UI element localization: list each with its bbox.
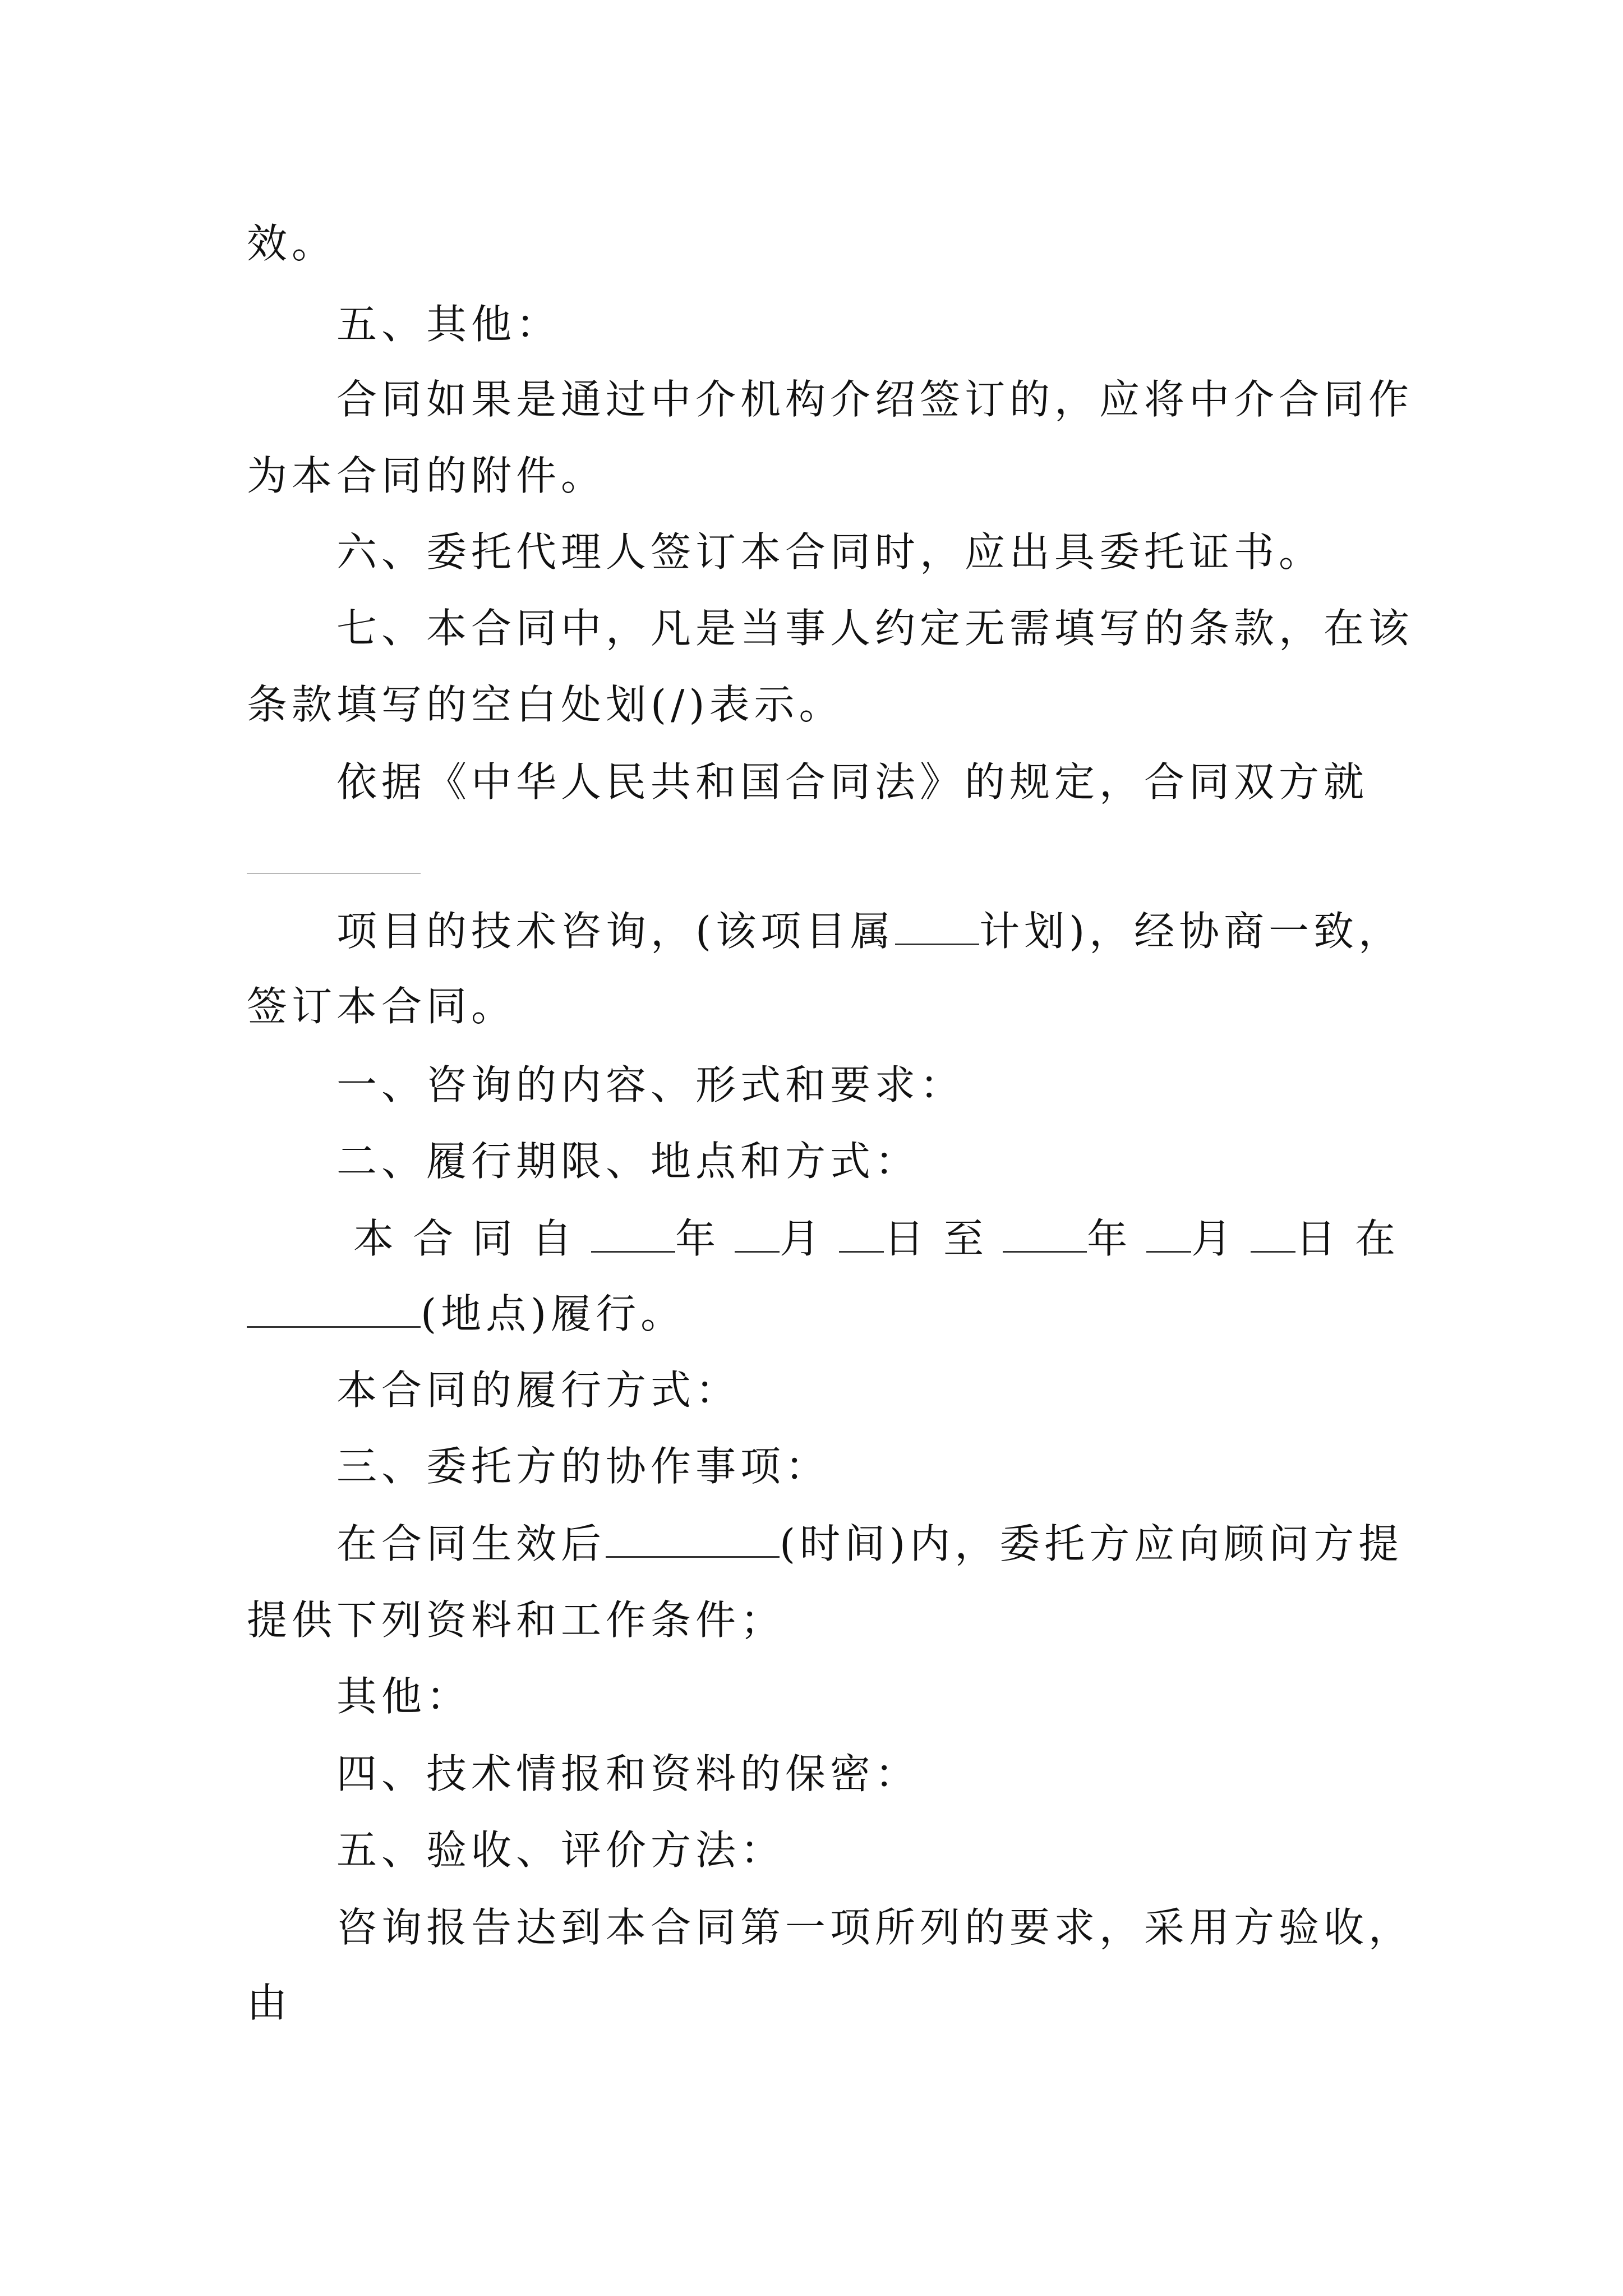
- section-heading-content: 一、咨询的内容、形式和要求：: [336, 1061, 965, 1108]
- coop-line-after: (时间)内，委托方应向顾问方提: [780, 1520, 1404, 1567]
- paragraph-line: 七、本合同中，凡是当事人约定无需填写的条款，在该: [336, 605, 1414, 652]
- year-label: 年: [675, 1215, 735, 1262]
- fill-in-blank: [606, 1522, 780, 1558]
- fill-in-blank: [1251, 1217, 1295, 1253]
- fill-in-blank: [895, 910, 979, 945]
- paragraph-line: 签订本合同。: [247, 983, 517, 1030]
- project-line-before: 项目的技术咨询，(该项目属: [336, 908, 896, 955]
- paragraph-line: 合同如果是通过中介机构介绍签订的，应将中介合同作: [336, 376, 1414, 423]
- place-line: [247, 1287, 685, 1341]
- paragraph-line: 为本合同的附件。: [247, 452, 606, 499]
- month-label: 月: [780, 1215, 840, 1262]
- fill-in-blank: [839, 1217, 884, 1253]
- coop-line-before: 在合同生效后: [336, 1520, 606, 1567]
- paragraph-line: 咨询报告达到本合同第一项所列的要求，采用方验收，: [336, 1904, 1414, 1951]
- period-line: [353, 1212, 1414, 1266]
- section-heading-cooperation: 三、委托方的协作事项：: [336, 1443, 831, 1490]
- month-label: 月: [1191, 1215, 1251, 1262]
- text-line: 效。: [247, 220, 337, 267]
- fill-in-blank-rule: [247, 873, 421, 874]
- fill-in-blank: [735, 1217, 780, 1253]
- section-heading-acceptance: 五、验收、评价方法：: [336, 1826, 786, 1874]
- project-line-after: 计划)，经协商一致，: [979, 908, 1404, 955]
- paragraph-line: 条款填写的空白处划(/)表示。: [247, 681, 844, 728]
- paragraph-line: 其他：: [336, 1673, 472, 1720]
- day-at-label: 日在: [1295, 1215, 1415, 1262]
- place-line-text: (地点)履行。: [421, 1290, 686, 1337]
- fill-in-blank: [591, 1217, 675, 1253]
- period-from-label: 本合同自: [353, 1215, 592, 1262]
- paragraph-line: 六、委托代理人签订本合同时，应出具委托证书。: [336, 528, 1324, 576]
- paragraph-line: 依据《中华人民共和国合同法》的规定，合同双方就: [336, 758, 1369, 806]
- paragraph-line: 本合同的履行方式：: [336, 1366, 741, 1414]
- project-line: [336, 904, 1403, 958]
- day-to-label: 日至: [884, 1215, 1003, 1262]
- paragraph-line: 由: [247, 1979, 292, 2026]
- paragraph-line: 提供下列资料和工作条件；: [247, 1596, 786, 1644]
- coop-line: [336, 1517, 1403, 1571]
- fill-in-blank: [1146, 1217, 1191, 1253]
- fill-in-blank: [247, 1292, 421, 1328]
- section-heading-period: 二、履行期限、地点和方式：: [336, 1138, 920, 1185]
- section-heading-confidentiality: 四、技术情报和资料的保密：: [336, 1750, 920, 1797]
- fill-in-blank: [1003, 1217, 1087, 1253]
- section-heading-other: 五、其他：: [336, 301, 561, 348]
- year-label: 年: [1087, 1215, 1147, 1262]
